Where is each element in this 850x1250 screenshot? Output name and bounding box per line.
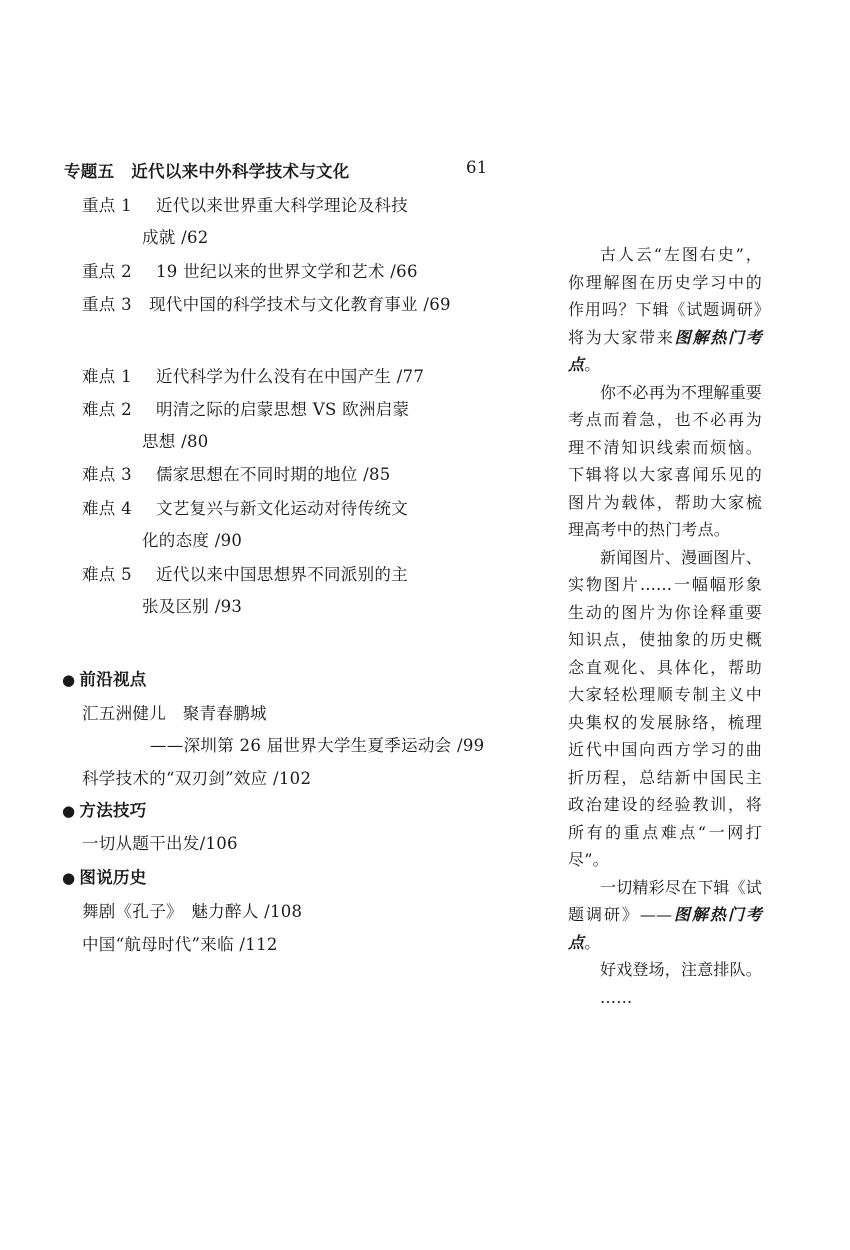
key-point-label: 重点 2 [82, 262, 132, 281]
key-point-text: 近代以来世界重大科学理论及科技 [156, 196, 408, 215]
key-point-label: 重点 1 [82, 196, 132, 215]
difficult-point-label: 难点 1 [82, 367, 132, 386]
sidebar-paragraph: 一切精彩尽在下辑《试题调研》——图解热门考点。 [568, 877, 763, 952]
section-item: 汇五洲健儿 聚青春鹏城 [82, 704, 267, 723]
bullet-icon: ● [62, 802, 76, 820]
difficult-point-text: 思想 /80 [142, 432, 209, 451]
emphasis-text: 图解热门考点 [568, 905, 762, 952]
section-heading: ● 方法技巧 [62, 801, 147, 820]
section-item: 中国“航母时代”来临 /112 [82, 935, 278, 954]
sidebar-paragraph: 新闻图片、漫画图片、实物图片……一幅幅形象生动的图片为你诠释重要知识点，使抽象的历史概念直观化、具体化，帮助大家轻松理顺专制主义中央集权的发展脉络，梳理近代中国向西方学习的曲折历程，总结新中国民主政治建设的经验教训，将所有的重点难点“一网打尽”。 [568, 547, 763, 869]
chapter-page: 61 [466, 158, 488, 177]
emphasis-text: 图解热门考点 [568, 327, 762, 374]
difficult-point-label: 难点 2 [82, 400, 132, 419]
difficult-point-text: 儒家思想在不同时期的地位 /85 [156, 465, 391, 484]
difficult-point-text: 明清之际的启蒙思想 VS 欧洲启蒙 [156, 400, 410, 419]
difficult-point-label: 难点 4 [82, 499, 132, 518]
section-item: 一切从题干出发/106 [82, 834, 238, 853]
difficult-point-label: 难点 5 [82, 565, 132, 584]
section-item: 科学技术的“双刃剑”效应 /102 [82, 769, 312, 788]
section-heading: ● 前沿视点 [62, 670, 147, 689]
sidebar-paragraph: 你不必再为不理解重要考点而着急，也不必再为理不清知识线索而烦恼。下辑将以大家喜闻乐见的图片为载体，帮助大家梳理高考中的热门考点。 [568, 382, 763, 539]
key-point-text: 19 世纪以来的世界文学和艺术 /66 [156, 262, 418, 281]
chapter-title: 专题五 近代以来中外科学技术与文化 [64, 162, 350, 181]
sidebar-paragraph: 好戏登场，注意排队。 [600, 960, 763, 979]
section-item: ——深圳第 26 届世界大学生夏季运动会 /99 [150, 736, 485, 755]
sidebar-note [568, 241, 762, 1011]
difficult-point-text: 张及区别 /93 [142, 597, 243, 616]
difficult-point-text: 近代以来中国思想界不同派别的主 [156, 565, 408, 584]
difficult-point-label: 难点 3 [82, 465, 132, 484]
bullet-icon: ● [62, 869, 76, 887]
sidebar-ellipsis: …… [600, 987, 633, 1007]
section-item: 舞剧《孔子》 魅力醉人 /108 [82, 902, 303, 921]
key-point-text: 成就 /62 [142, 228, 209, 247]
key-point-label: 重点 3 [82, 295, 132, 314]
bullet-icon: ● [62, 671, 76, 689]
difficult-point-text: 化的态度 /90 [142, 531, 243, 550]
section-heading: ● 图说历史 [62, 868, 147, 887]
difficult-point-text: 文艺复兴与新文化运动对待传统文 [156, 499, 408, 518]
sidebar-paragraph: 古人云“左图右史”，你理解图在历史学习中的作用吗？下辑《试题调研》将为大家带来图解热门考点。 [568, 245, 762, 374]
difficult-point-text: 近代科学为什么没有在中国产生 /77 [156, 367, 425, 386]
key-point-text: 现代中国的科学技术与文化教育事业 /69 [149, 295, 451, 314]
